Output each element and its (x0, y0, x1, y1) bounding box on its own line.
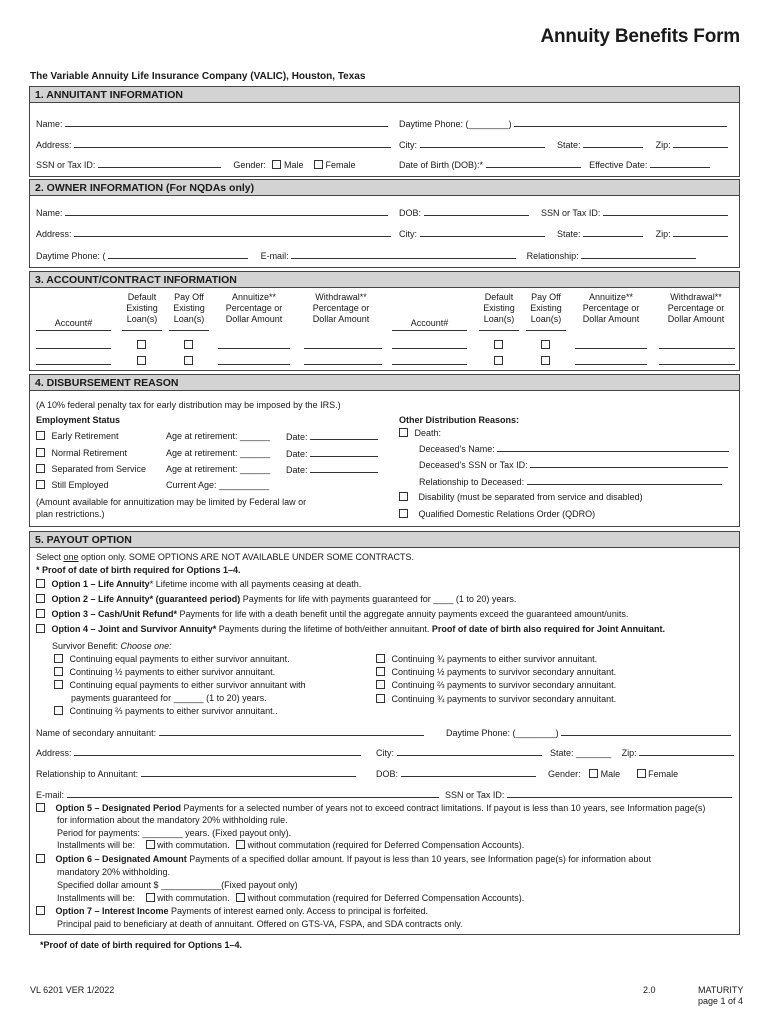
withdrawal-field-4[interactable] (659, 356, 735, 365)
normal-retirement-label: Normal Retirement (51, 448, 128, 458)
account-field-3[interactable] (392, 340, 467, 349)
withdrawal-field-3[interactable] (659, 340, 735, 349)
secondary-female-label: Female (648, 769, 679, 779)
annuitant-ssn-label: SSN or Tax ID: (36, 160, 96, 170)
separated-label: Separated from Service (51, 464, 147, 474)
owner-dob-label: DOB: (399, 208, 422, 218)
deceased-name-field[interactable] (497, 443, 729, 452)
survivor-left-1-label: Continuing equal payments to either survivor annuitant. (69, 654, 290, 664)
select-pre: Select (36, 552, 64, 562)
still-employed-checkbox[interactable] (36, 480, 45, 489)
secondary-email-label: E-mail: (36, 790, 65, 800)
col-withdrawal-left: Withdrawal** Percentage or Dollar Amount (312, 292, 370, 324)
secondary-phone-field[interactable] (561, 727, 731, 736)
secondary-relationship-field[interactable] (141, 768, 356, 777)
option-3-checkbox[interactable] (36, 609, 45, 618)
annuitant-phone-field[interactable] (514, 118, 727, 127)
option-6-installments-label: Installments will be: (57, 893, 136, 903)
still-employed-label: Still Employed (51, 480, 109, 490)
section-1-header: 1. ANNUITANT INFORMATION (30, 87, 739, 103)
option-3-text: Payments for life with a death benefit until the aggregate annuity payments exceed the guaranteed amount/units. (177, 609, 629, 619)
section-owner (29, 179, 740, 268)
annuitant-name-label: Name: (36, 119, 63, 129)
default-loan-checkbox-3[interactable] (494, 340, 503, 349)
col-default-left-rule (122, 330, 162, 331)
separated-age-label: Age at retirement: ______ (166, 464, 271, 474)
survivor-benefit-label: Survivor Benefit: (52, 641, 119, 651)
option-4-title: Option 4 – Joint and Survivor Annuity* (51, 624, 217, 634)
col-payoff-left-rule (169, 330, 209, 331)
survivor-left-3b-label: payments guaranteed for ______ (1 to 20) years. (71, 693, 267, 703)
secondary-zip-field[interactable] (639, 747, 734, 756)
withdrawal-field-2[interactable] (304, 356, 382, 365)
secondary-dob-field[interactable] (401, 768, 536, 777)
survivor-left-1-checkbox[interactable] (54, 654, 63, 663)
payoff-loan-checkbox-4[interactable] (541, 356, 550, 365)
maturity-label: MATURITY (698, 985, 744, 995)
normal-date-field[interactable] (310, 448, 378, 457)
option-2-checkbox[interactable] (36, 594, 45, 603)
owner-ssn-label: SSN or Tax ID: (541, 208, 601, 218)
annuitant-city-label: City: (399, 140, 417, 150)
owner-relationship-field[interactable] (581, 250, 696, 259)
option-7-text: Payments of interest earned only. Access to principal is forfeited. (168, 906, 429, 916)
option-5-without-commutation-label: without commutation (required for Deferred Compensation Accounts). (247, 840, 525, 850)
page-number: page 1 of 4 (698, 996, 744, 1006)
qdro-checkbox[interactable] (399, 509, 408, 518)
option-4-checkbox[interactable] (36, 624, 45, 633)
survivor-right-2-checkbox[interactable] (376, 667, 385, 676)
normal-retirement-checkbox[interactable] (36, 448, 45, 457)
option-2-title: Option 2 – Life Annuity* (guaranteed period) (51, 594, 241, 604)
survivor-left-4-label: Continuing ⅔ payments to either survivor annuitant.. (69, 706, 278, 716)
other-reasons-heading: Other Distribution Reasons: (399, 415, 520, 425)
employment-status-heading: Employment Status (36, 415, 121, 425)
annuitize-field-4[interactable] (575, 356, 647, 365)
annuitant-dob-label: Date of Birth (DOB):* (399, 160, 484, 170)
col-annuitize-right: Annuitize** Percentage or Dollar Amount (582, 292, 640, 324)
owner-state-field[interactable] (583, 228, 643, 237)
option-6-checkbox[interactable] (36, 854, 45, 863)
secondary-state-label: State: _______ (550, 748, 612, 758)
annuitize-field-2[interactable] (218, 356, 290, 365)
normal-age-label: Age at retirement: ______ (166, 448, 271, 458)
secondary-female-checkbox[interactable] (637, 769, 646, 778)
early-date-field[interactable] (310, 431, 378, 440)
option-5-checkbox[interactable] (36, 803, 45, 812)
col-withdrawal-right: Withdrawal** Percentage or Dollar Amount (667, 292, 725, 324)
secondary-ssn-label: SSN or Tax ID: (445, 790, 505, 800)
secondary-ssn-field[interactable] (507, 789, 732, 798)
secondary-male-label: Male (600, 769, 621, 779)
option-6-without-commutation-checkbox[interactable] (236, 893, 245, 902)
survivor-right-4-label: Continuing ¾ payments to survivor secondary annuitant. (391, 694, 617, 704)
annuitant-state-label: State: (557, 140, 581, 150)
annuitant-phone-label: Daytime Phone: (________) (399, 119, 512, 129)
owner-email-field[interactable] (291, 250, 516, 259)
withdrawal-field-1[interactable] (304, 340, 382, 349)
choose-one-label: Choose one: (120, 641, 172, 651)
annuitize-field-3[interactable] (575, 340, 647, 349)
col-default-left: Default Existing Loan(s) (126, 292, 158, 324)
secondary-dob-label: DOB: (376, 769, 399, 779)
relationship-deceased-field[interactable] (527, 476, 722, 485)
separated-checkbox[interactable] (36, 464, 45, 473)
deceased-name-label: Deceased's Name: (419, 444, 495, 454)
owner-city-field[interactable] (420, 228, 545, 237)
annuitant-male-label: Male (283, 160, 304, 170)
company-name: The Variable Annuity Life Insurance Company (VALIC), Houston, Texas (30, 71, 366, 82)
owner-phone-label: Daytime Phone: ( (36, 251, 106, 261)
survivor-right-4-checkbox[interactable] (376, 694, 385, 703)
select-one: one (63, 552, 79, 562)
secondary-zip-label: Zip: (621, 748, 637, 758)
col-account-left-rule (36, 330, 111, 331)
annuitant-gender-label: Gender: (233, 160, 266, 170)
option-6-with-commutation-label: with commutation. (157, 893, 230, 903)
separated-date-label: Date: (286, 465, 308, 475)
secondary-name-label: Name of secondary annuitant: (36, 728, 157, 738)
section-payout (29, 531, 740, 935)
current-age-label: Current Age: __________ (166, 480, 270, 490)
col-default-right-rule (479, 330, 519, 331)
annuitant-effective-date-field[interactable] (650, 159, 710, 168)
annuitize-field-1[interactable] (218, 340, 290, 349)
annuitant-effective-date-label: Effective Date: (589, 160, 648, 170)
section-annuitant (29, 86, 740, 177)
payoff-loan-checkbox-1[interactable] (184, 340, 193, 349)
secondary-name-field[interactable] (159, 727, 424, 736)
amount-note-line-2: plan restrictions.) (36, 509, 105, 519)
owner-phone-field[interactable] (108, 250, 248, 259)
option-6-without-commutation-label: without commutation (required for Deferred Compensation Accounts). (247, 893, 525, 903)
annuitant-name-field[interactable] (65, 118, 388, 127)
default-loan-checkbox-2[interactable] (137, 356, 146, 365)
disability-checkbox[interactable] (399, 492, 408, 501)
annuitant-female-label: Female (325, 160, 356, 170)
owner-name-field[interactable] (65, 207, 388, 216)
default-loan-checkbox-4[interactable] (494, 356, 503, 365)
option-7-checkbox[interactable] (36, 906, 45, 915)
secondary-address-label: Address: (36, 748, 72, 758)
section-3-header: 3. ACCOUNT/CONTRACT INFORMATION (30, 272, 739, 288)
survivor-left-2-checkbox[interactable] (54, 667, 63, 676)
annuitant-zip-label: Zip: (655, 140, 671, 150)
option-4-proof: Proof of date of birth also required for Joint Annuitant. (429, 624, 666, 634)
annuitant-address-field[interactable] (74, 139, 391, 148)
option-5-with-commutation-label: with commutation. (157, 840, 230, 850)
early-retirement-checkbox[interactable] (36, 431, 45, 440)
section-5-header: 5. PAYOUT OPTION (30, 532, 739, 548)
option-6-text-2: mandatory 20% withholding. (57, 867, 171, 877)
option-4-text: Payments during the lifetime of both/either annuitant. (216, 624, 430, 634)
form-version: 2.0 (643, 985, 656, 995)
owner-email-label: E-mail: (260, 251, 289, 261)
footnote: *Proof of date of birth required for Options 1–4. (40, 940, 243, 950)
owner-zip-field[interactable] (673, 228, 728, 237)
survivor-right-2-label: Continuing ½ payments to survivor secondary annuitant. (391, 667, 617, 677)
account-field-2[interactable] (36, 356, 111, 365)
proof-note: * Proof of date of birth required for Options 1–4. (36, 565, 241, 575)
disability-label: Disability (must be separated from service and disabled) (418, 492, 643, 502)
col-account-left: Account# (54, 318, 93, 328)
option-1-text: * Lifetime income with all payments ceasing at death. (149, 579, 362, 589)
annuitant-city-field[interactable] (420, 139, 545, 148)
early-age-label: Age at retirement: ______ (166, 431, 271, 441)
secondary-city-label: City: (376, 748, 394, 758)
option-5-with-commutation-checkbox[interactable] (146, 840, 155, 849)
col-account-right-rule (392, 330, 467, 331)
secondary-male-checkbox[interactable] (589, 769, 598, 778)
option-5-title: Option 5 – Designated Period (55, 803, 182, 813)
secondary-email-field[interactable] (67, 789, 439, 798)
secondary-city-field[interactable] (397, 747, 542, 756)
section-account (29, 271, 740, 371)
option-5-period: Period for payments: ________ years. (Fixed payout only). (57, 828, 292, 838)
owner-dob-field[interactable] (424, 207, 529, 216)
owner-city-label: City: (399, 229, 417, 239)
normal-date-label: Date: (286, 449, 308, 459)
survivor-right-1-label: Continuing ¾ payments to either survivor annuitant. (391, 654, 598, 664)
option-1-title: Option 1 – Life Annuity (51, 579, 150, 589)
deceased-ssn-label: Deceased's SSN or Tax ID: (419, 460, 528, 470)
survivor-left-3-label: Continuing equal payments to either survivor annuitant with (69, 680, 306, 690)
secondary-gender-label: Gender: (548, 769, 581, 779)
penalty-note: (A 10% federal penalty tax for early distribution may be imposed by the IRS.) (36, 400, 341, 410)
section-2-header: 2. OWNER INFORMATION (For NQDAs only) (30, 180, 739, 196)
owner-ssn-field[interactable] (603, 207, 728, 216)
option-6-with-commutation-checkbox[interactable] (146, 893, 155, 902)
qdro-label: Qualified Domestic Relations Order (QDRO) (418, 509, 596, 519)
option-5-text-2: for information about the mandatory 20% withholding rule. (57, 815, 288, 825)
col-annuitize-left: Annuitize** Percentage or Dollar Amount (225, 292, 283, 324)
early-retirement-label: Early Retirement (51, 431, 119, 441)
annuitant-zip-field[interactable] (673, 139, 728, 148)
default-loan-checkbox-1[interactable] (137, 340, 146, 349)
separated-date-field[interactable] (310, 464, 378, 473)
survivor-right-3-checkbox[interactable] (376, 680, 385, 689)
section-4-header: 4. DISBURSEMENT REASON (30, 375, 739, 391)
amount-note-line-1: (Amount available for annuitization may be limited by Federal law or (36, 497, 307, 507)
option-6-title: Option 6 – Designated Amount (55, 854, 187, 864)
death-checkbox[interactable] (399, 428, 408, 437)
survivor-left-3-checkbox[interactable] (54, 680, 63, 689)
secondary-address-field[interactable] (74, 747, 361, 756)
option-1-checkbox[interactable] (36, 579, 45, 588)
option-6-amount: Specified dollar amount $ ____________(Fixed payout only) (57, 880, 298, 890)
option-2-text: Payments for life with payments guaranteed for ____ (1 to 20) years. (240, 594, 517, 604)
select-post: option only. SOME OPTIONS ARE NOT AVAILABLE UNDER SOME CONTRACTS. (78, 552, 414, 562)
secondary-phone-label: Daytime Phone: (________) (446, 728, 559, 738)
option-7-title: Option 7 – Interest Income (55, 906, 169, 916)
relationship-deceased-label: Relationship to Deceased: (419, 477, 525, 487)
col-payoff-right-rule (526, 330, 566, 331)
death-label: Death: (414, 428, 442, 438)
survivor-right-3-label: Continuing ⅔ payments to survivor secondary annuitant. (391, 680, 617, 690)
deceased-ssn-field[interactable] (530, 459, 728, 468)
option-5-installments-label: Installments will be: (57, 840, 136, 850)
annuitant-male-checkbox[interactable] (272, 160, 281, 169)
owner-zip-label: Zip: (655, 229, 671, 239)
secondary-relationship-label: Relationship to Annuitant: (36, 769, 139, 779)
account-field-4[interactable] (392, 356, 467, 365)
col-account-right: Account# (410, 318, 449, 328)
section-disbursement (29, 374, 740, 527)
option-5-without-commutation-checkbox[interactable] (236, 840, 245, 849)
annuitant-state-field[interactable] (583, 139, 643, 148)
owner-address-label: Address: (36, 229, 72, 239)
col-payoff-right: Pay Off Existing Loan(s) (530, 292, 562, 324)
col-payoff-left: Pay Off Existing Loan(s) (173, 292, 205, 324)
option-3-title: Option 3 – Cash/Unit Refund* (51, 609, 178, 619)
annuitant-address-label: Address: (36, 140, 72, 150)
owner-address-field[interactable] (74, 228, 391, 237)
form-id: VL 6201 VER 1/2022 (30, 985, 115, 995)
survivor-left-4-checkbox[interactable] (54, 706, 63, 715)
annuitant-female-checkbox[interactable] (314, 160, 323, 169)
account-field-1[interactable] (36, 340, 111, 349)
form-title: Annuity Benefits Form (540, 26, 740, 47)
option-6-text: Payments of a specified dollar amount. If payout is less than 10 years, see Information page(s) for information about (186, 854, 651, 864)
owner-relationship-label: Relationship: (526, 251, 579, 261)
option-7-text-2: Principal paid to beneficiary at death of annuitant. Offered on GTS-VA, FSPA, and SDA contracts only. (57, 919, 463, 929)
option-5-text: Payments for a selected number of years not to exceed contract limitations. If payout is less than 10 years, see Information page(s) (181, 803, 706, 813)
survivor-left-2-label: Continuing ½ payments to either survivor annuitant. (69, 667, 276, 677)
early-date-label: Date: (286, 432, 308, 442)
survivor-right-1-checkbox[interactable] (376, 654, 385, 663)
payoff-loan-checkbox-2[interactable] (184, 356, 193, 365)
annuitant-dob-field[interactable] (486, 159, 581, 168)
col-default-right: Default Existing Loan(s) (483, 292, 515, 324)
owner-state-label: State: (557, 229, 581, 239)
annuitant-ssn-field[interactable] (98, 159, 221, 168)
payoff-loan-checkbox-3[interactable] (541, 340, 550, 349)
owner-name-label: Name: (36, 208, 63, 218)
